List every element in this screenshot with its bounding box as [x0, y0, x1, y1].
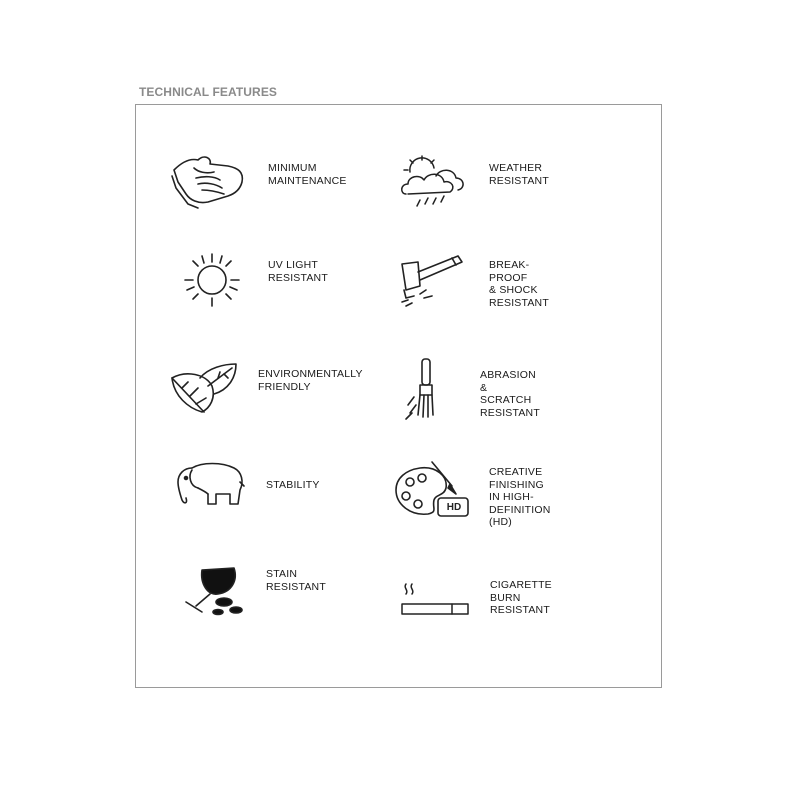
elephant-icon	[172, 460, 246, 512]
weather-sun-cloud-rain-icon	[400, 154, 466, 210]
feature-label: STAIN RESISTANT	[266, 568, 326, 593]
feature-label: CREATIVE FINISHING IN HIGH- DEFINITION (HD)	[489, 466, 551, 528]
hd-badge: HD	[446, 502, 462, 513]
feature-label: CIGARETTE BURN RESISTANT	[490, 579, 552, 616]
sun-icon	[183, 252, 241, 308]
feature-label: ABRASION & SCRATCH RESISTANT	[480, 369, 540, 419]
cleaning-cloth-hand-icon	[168, 152, 248, 210]
hammer-icon	[396, 250, 468, 310]
palette-brush-hd-icon	[392, 458, 472, 520]
feature-label: MINIMUM MAINTENANCE	[268, 162, 347, 187]
feature-label: BREAK-PROOF & SHOCK RESISTANT	[489, 259, 549, 309]
feature-label: ENVIRONMENTALLY FRIENDLY	[258, 368, 363, 393]
feature-label: UV LIGHT RESISTANT	[268, 259, 328, 284]
feature-label: STABILITY	[266, 479, 320, 491]
cigarette-icon	[400, 580, 472, 620]
spilled-wine-glass-icon	[176, 562, 246, 618]
leaves-icon	[168, 360, 240, 416]
feature-label: WEATHER RESISTANT	[489, 162, 549, 187]
section-title: TECHNICAL FEATURES	[139, 85, 278, 99]
fork-scratch-icon	[404, 355, 450, 425]
